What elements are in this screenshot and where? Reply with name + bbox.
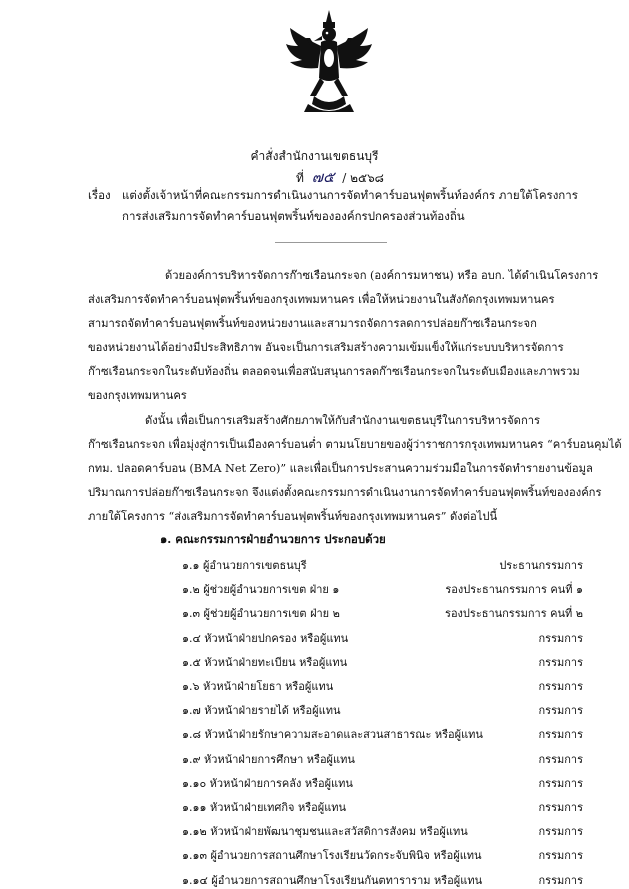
member-name: ๑.๑๑ หัวหน้าฝ่ายเทศกิจ หรือผู้แทน [182,801,347,814]
member-name: ๑.๔ หัวหน้าฝ่ายปกครอง หรือผู้แทน [182,631,349,645]
para1-line: ของหน่วยงานได้อย่างมีประสิทธิภาพ อันจะเป็นการเสริมสร้างความเข้มแข็งให้แก่ระบบบริหารจัดการ [88,341,564,354]
member-role: รองประธานกรรมการ คนที่ ๒ [445,607,583,621]
member-name: ๑.๓ ผู้ช่วยผู้อำนวยการเขต ฝ่าย ๒ [182,607,340,621]
member-role: กรรมการ [538,728,583,742]
member-name: ๑.๑ ผู้อำนวยการเขตธนบุรี [182,559,307,572]
para2-line: ภายใต้โครงการ “ส่งเสริมการจัดทำคาร์บอนฟุตพริ้นท์ของกรุงเทพมหานคร” ดังต่อไปนี้ [88,510,498,523]
subject-label: เรื่อง [88,188,111,202]
para1-line: ของกรุงเทพมหานคร [88,389,187,402]
para2-line: ปริมาณการปล่อยก๊าซเรือนกระจก จึงแต่งตั้งคณะกรรมการดำเนินงานการจัดทำคาร์บอนฟุตพริ้นท์ขององค์กร [88,486,602,499]
para1-line: ก๊าซเรือนกระจกในระดับท้องถิ่น ตลอดจนเพื่อสนับสนุนการลดก๊าซเรือนกระจกในระดับเมืองและภาพรวม [88,365,580,378]
member-role: รองประธานกรรมการ คนที่ ๑ [445,583,583,597]
order-number [296,165,384,189]
para2-line: กทม. ปลอดคาร์บอน (BMA Net Zero)” และเพื่อเป็นการประสานความร่วมมือในการจัดทำรายงานข้อมูล [88,462,593,475]
para1-line: ส่งเสริมการจัดทำคาร์บอนฟุตพริ้นท์ของกรุงเทพมหานคร เพื่อให้หน่วยงานในสังกัดกรุงเทพมหานคร [88,293,555,306]
member-role: ประธานกรรมการ [499,559,583,572]
order-no-prefix: ที่ [296,171,304,185]
member-name: ๑.๒ ผู้ช่วยผู้อำนวยการเขต ฝ่าย ๑ [182,583,340,597]
subject-line-2: การส่งเสริมการจัดทำคาร์บอนฟุตพริ้นท์ขององค์กรปกครองส่วนท้องถิ่น [122,209,465,223]
divider-line [275,242,387,243]
member-name: ๑.๑๐ หัวหน้าฝ่ายการคลัง หรือผู้แทน [182,776,353,790]
member-role: กรรมการ [538,873,583,887]
para2-line: ก๊าซเรือนกระจก เพื่อมุ่งสู่การเป็นเมืองคาร์บอนต่ำ ตามนโยบายของผู้ว่าราชการกรุงเทพมหานคร “คาร์บอนคุมได้ [88,438,622,451]
member-name: ๑.๕ หัวหน้าฝ่ายทะเบียน หรือผู้แทน [182,655,348,669]
member-role: กรรมการ [538,752,583,766]
member-role: กรรมการ [538,801,583,814]
member-name: ๑.๑๔ ผู้อำนวยการสถานศึกษาโรงเรียนกันตทาราราม หรือผู้แทน [182,873,483,887]
section1-heading: ๑. คณะกรรมการฝ่ายอำนวยการ ประกอบด้วย [160,532,386,546]
garuda-emblem-icon [284,8,374,118]
member-name: ๑.๗ หัวหน้าฝ่ายรายได้ หรือผู้แทน [182,704,341,718]
member-role: กรรมการ [538,680,583,693]
order-title: คำสั่งสำนักงานเขตธนบุรี [250,149,379,163]
member-role: กรรมการ [538,655,583,669]
member-name: ๑.๖ หัวหน้าฝ่ายโยธา หรือผู้แทน [182,680,334,693]
member-name: ๑.๙ หัวหน้าฝ่ายการศึกษา หรือผู้แทน [182,752,355,766]
para1-line: สามารถจัดทำคาร์บอนฟุตพริ้นท์ของหน่วยงานและสามารถจัดการลดการปล่อยก๊าซเรือนกระจก [88,317,537,330]
member-name: ๑.๘ หัวหน้าฝ่ายรักษาความสะอาดและสวนสาธารณะ หรือผู้แทน [182,728,483,742]
member-name: ๑.๑๓ ผู้อำนวยการสถานศึกษาโรงเรียนวัดกระจับพินิจ หรือผู้แทน [182,849,482,863]
subject-line-1: แต่งตั้งเจ้าหน้าที่คณะกรรมการดำเนินงานการจัดทำคาร์บอนฟุตพริ้นท์องค์กร ภายใต้โครงการ [122,188,578,202]
member-name: ๑.๑๒ หัวหน้าฝ่ายพัฒนาชุมชนและสวัสดิการสังคม หรือผู้แทน [182,825,468,839]
order-no-suffix: / ๒๕๖๘ [342,171,384,185]
order-no-handwritten: ๗๕ [311,168,335,186]
member-role: กรรมการ [538,704,583,718]
para1-line: ด้วยองค์การบริหารจัดการก๊าซเรือนกระจก (องค์การมหาชน) หรือ อบก. ได้ดำเนินโครงการ [165,269,599,282]
member-role: กรรมการ [538,776,583,790]
member-role: กรรมการ [538,825,583,839]
member-role: กรรมการ [538,849,583,863]
member-role: กรรมการ [538,631,583,645]
para2-line: ดังนั้น เพื่อเป็นการเสริมสร้างศักยภาพให้กับสำนักงานเขตธนบุรีในการบริหารจัดการ [145,414,541,427]
